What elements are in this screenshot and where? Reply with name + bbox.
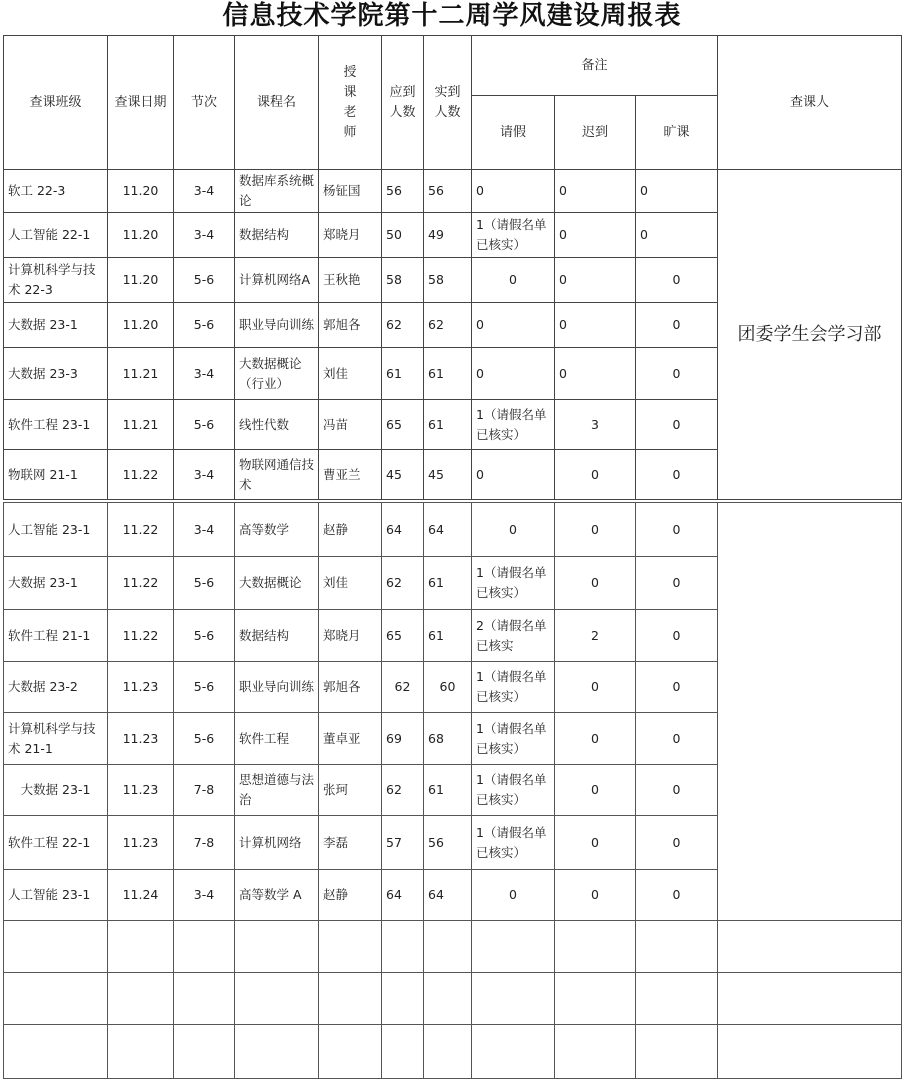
cell-course: 数据结构	[235, 610, 319, 662]
cell-absent: 0	[636, 610, 718, 662]
header-course: 课程名	[235, 36, 319, 170]
cell-absent: 0	[636, 450, 718, 500]
cell-expected: 62	[382, 662, 424, 713]
cell-late: 0	[555, 557, 636, 610]
cell-teacher: 郭旭各	[319, 662, 382, 713]
cell-date: 11.23	[108, 765, 174, 816]
cell-actual: 45	[424, 450, 472, 500]
cell-leave: 0	[472, 170, 555, 213]
cell-class: 大数据 23-2	[4, 662, 108, 713]
cell-expected: 58	[382, 258, 424, 303]
cell-late: 0	[555, 170, 636, 213]
cell-teacher: 冯苗	[319, 400, 382, 450]
header-leave: 请假	[472, 96, 555, 170]
cell-absent: 0	[636, 348, 718, 400]
cell-teacher: 郑晓月	[319, 213, 382, 258]
cell-absent: 0	[636, 213, 718, 258]
header-teacher: 授课老师	[319, 36, 382, 170]
cell-course: 职业导向训练	[235, 303, 319, 348]
cell-date: 11.24	[108, 870, 174, 921]
cell-date: 11.23	[108, 662, 174, 713]
cell-leave: 1（请假名单已核实）	[472, 557, 555, 610]
cell-actual: 61	[424, 765, 472, 816]
cell-leave: 0	[472, 503, 555, 557]
cell-date: 11.20	[108, 258, 174, 303]
inspector-cell-empty	[718, 503, 902, 921]
cell-late: 0	[555, 713, 636, 765]
cell-period: 5-6	[174, 610, 235, 662]
cell-period: 3-4	[174, 348, 235, 400]
header-remarks: 备注	[472, 36, 718, 96]
cell-class: 大数据 23-3	[4, 348, 108, 400]
cell-absent: 0	[636, 258, 718, 303]
cell-late: 0	[555, 303, 636, 348]
cell-actual: 56	[424, 170, 472, 213]
blank-row	[4, 1025, 902, 1079]
cell-class: 物联网 21-1	[4, 450, 108, 500]
cell-late: 0	[555, 662, 636, 713]
cell-late: 3	[555, 400, 636, 450]
cell-course: 计算机网络A	[235, 258, 319, 303]
cell-absent: 0	[636, 303, 718, 348]
blank-row	[4, 921, 902, 973]
cell-expected: 65	[382, 400, 424, 450]
cell-teacher: 郭旭各	[319, 303, 382, 348]
cell-course: 线性代数	[235, 400, 319, 450]
header-period: 节次	[174, 36, 235, 170]
report-table-bottom	[3, 502, 902, 1025]
cell-period: 5-6	[174, 662, 235, 713]
cell-period: 3-4	[174, 213, 235, 258]
cell-late: 0	[555, 450, 636, 500]
cell-absent: 0	[636, 662, 718, 713]
cell-period: 5-6	[174, 557, 235, 610]
cell-class: 大数据 23-1	[4, 557, 108, 610]
cell-expected: 50	[382, 213, 424, 258]
cell-period: 5-6	[174, 400, 235, 450]
cell-teacher: 刘佳	[319, 348, 382, 400]
cell-period: 5-6	[174, 713, 235, 765]
cell-late: 0	[555, 816, 636, 870]
cell-actual: 58	[424, 258, 472, 303]
cell-class: 人工智能 22-1	[4, 213, 108, 258]
cell-teacher: 杨钲国	[319, 170, 382, 213]
cell-course: 高等数学	[235, 503, 319, 557]
cell-course: 数据结构	[235, 213, 319, 258]
cell-expected: 62	[382, 765, 424, 816]
cell-actual: 68	[424, 713, 472, 765]
cell-course: 高等数学 A	[235, 870, 319, 921]
cell-absent: 0	[636, 503, 718, 557]
cell-absent: 0	[636, 400, 718, 450]
cell-late: 0	[555, 765, 636, 816]
cell-expected: 62	[382, 303, 424, 348]
cell-period: 3-4	[174, 503, 235, 557]
cell-course: 大数据概论	[235, 557, 319, 610]
inspector-name: 团委学生会学习部	[718, 170, 902, 500]
cell-date: 11.22	[108, 610, 174, 662]
cell-period: 3-4	[174, 450, 235, 500]
cell-course: 计算机网络	[235, 816, 319, 870]
cell-date: 11.21	[108, 400, 174, 450]
table-row	[4, 170, 902, 213]
cell-period: 5-6	[174, 303, 235, 348]
cell-absent: 0	[636, 170, 718, 213]
cell-actual: 49	[424, 213, 472, 258]
cell-late: 0	[555, 870, 636, 921]
cell-leave: 2（请假名单已核实	[472, 610, 555, 662]
cell-date: 11.22	[108, 503, 174, 557]
cell-teacher: 李磊	[319, 816, 382, 870]
cell-teacher: 王秋艳	[319, 258, 382, 303]
cell-leave: 1（请假名单已核实）	[472, 713, 555, 765]
cell-course: 物联网通信技术	[235, 450, 319, 500]
cell-date: 11.22	[108, 557, 174, 610]
cell-actual: 60	[424, 662, 472, 713]
cell-period: 7-8	[174, 765, 235, 816]
cell-leave: 0	[472, 303, 555, 348]
cell-class: 软件工程 21-1	[4, 610, 108, 662]
header-actual: 实到人数	[424, 36, 472, 170]
cell-absent: 0	[636, 713, 718, 765]
report-title: 信息技术学院第十二周学风建设周报表	[222, 1, 682, 31]
cell-late: 0	[555, 348, 636, 400]
cell-expected: 65	[382, 610, 424, 662]
cell-course: 数据库系统概论	[235, 170, 319, 213]
cell-class: 软工 22-3	[4, 170, 108, 213]
header-expected: 应到人数	[382, 36, 424, 170]
cell-date: 11.23	[108, 713, 174, 765]
cell-course: 思想道德与法治	[235, 765, 319, 816]
cell-actual: 64	[424, 870, 472, 921]
header-date: 查课日期	[108, 36, 174, 170]
report-table-top	[3, 35, 902, 500]
header-absent: 旷课	[636, 96, 718, 170]
cell-absent: 0	[636, 816, 718, 870]
header-inspector: 查课人	[718, 36, 902, 170]
cell-teacher: 刘佳	[319, 557, 382, 610]
cell-course: 大数据概论（行业）	[235, 348, 319, 400]
cell-leave: 1（请假名单已核实）	[472, 213, 555, 258]
cell-course: 软件工程	[235, 713, 319, 765]
cell-actual: 61	[424, 348, 472, 400]
cell-actual: 56	[424, 816, 472, 870]
cell-expected: 45	[382, 450, 424, 500]
cell-date: 11.21	[108, 348, 174, 400]
table-row	[4, 503, 902, 557]
cell-leave: 1（请假名单已核实）	[472, 765, 555, 816]
cell-class: 计算机科学与技术 22-3	[4, 258, 108, 303]
cell-expected: 61	[382, 348, 424, 400]
cell-leave: 1（请假名单已核实）	[472, 662, 555, 713]
cell-date: 11.20	[108, 170, 174, 213]
cell-date: 11.22	[108, 450, 174, 500]
cell-actual: 61	[424, 400, 472, 450]
cell-actual: 61	[424, 557, 472, 610]
cell-period: 3-4	[174, 870, 235, 921]
cell-class: 大数据 23-1	[4, 303, 108, 348]
cell-absent: 0	[636, 765, 718, 816]
cell-date: 11.23	[108, 816, 174, 870]
cell-leave: 1（请假名单已核实）	[472, 816, 555, 870]
header-late: 迟到	[555, 96, 636, 170]
cell-late: 0	[555, 503, 636, 557]
cell-leave: 0	[472, 450, 555, 500]
cell-teacher: 曹亚兰	[319, 450, 382, 500]
cell-teacher: 张珂	[319, 765, 382, 816]
cell-teacher: 董卓亚	[319, 713, 382, 765]
cell-leave: 1（请假名单已核实）	[472, 400, 555, 450]
cell-expected: 64	[382, 503, 424, 557]
report-table-footer	[3, 1024, 902, 1079]
cell-leave: 0	[472, 258, 555, 303]
cell-period: 7-8	[174, 816, 235, 870]
cell-class: 人工智能 23-1	[4, 870, 108, 921]
blank-row	[4, 973, 902, 1025]
cell-class: 软件工程 22-1	[4, 816, 108, 870]
cell-actual: 61	[424, 610, 472, 662]
cell-class: 软件工程 23-1	[4, 400, 108, 450]
header-class: 查课班级	[4, 36, 108, 170]
cell-class: 大数据 23-1	[4, 765, 108, 816]
cell-actual: 62	[424, 303, 472, 348]
cell-teacher: 郑晓月	[319, 610, 382, 662]
cell-teacher: 赵静	[319, 503, 382, 557]
cell-leave: 0	[472, 870, 555, 921]
cell-teacher: 赵静	[319, 870, 382, 921]
cell-late: 0	[555, 258, 636, 303]
cell-class: 人工智能 23-1	[4, 503, 108, 557]
cell-absent: 0	[636, 870, 718, 921]
cell-late: 2	[555, 610, 636, 662]
cell-period: 3-4	[174, 170, 235, 213]
cell-date: 11.20	[108, 303, 174, 348]
cell-expected: 56	[382, 170, 424, 213]
cell-date: 11.20	[108, 213, 174, 258]
cell-leave: 0	[472, 348, 555, 400]
cell-expected: 64	[382, 870, 424, 921]
cell-expected: 62	[382, 557, 424, 610]
cell-absent: 0	[636, 557, 718, 610]
cell-expected: 57	[382, 816, 424, 870]
cell-course: 职业导向训练	[235, 662, 319, 713]
cell-late: 0	[555, 213, 636, 258]
cell-expected: 69	[382, 713, 424, 765]
cell-actual: 64	[424, 503, 472, 557]
cell-class: 计算机科学与技术 21-1	[4, 713, 108, 765]
cell-period: 5-6	[174, 258, 235, 303]
